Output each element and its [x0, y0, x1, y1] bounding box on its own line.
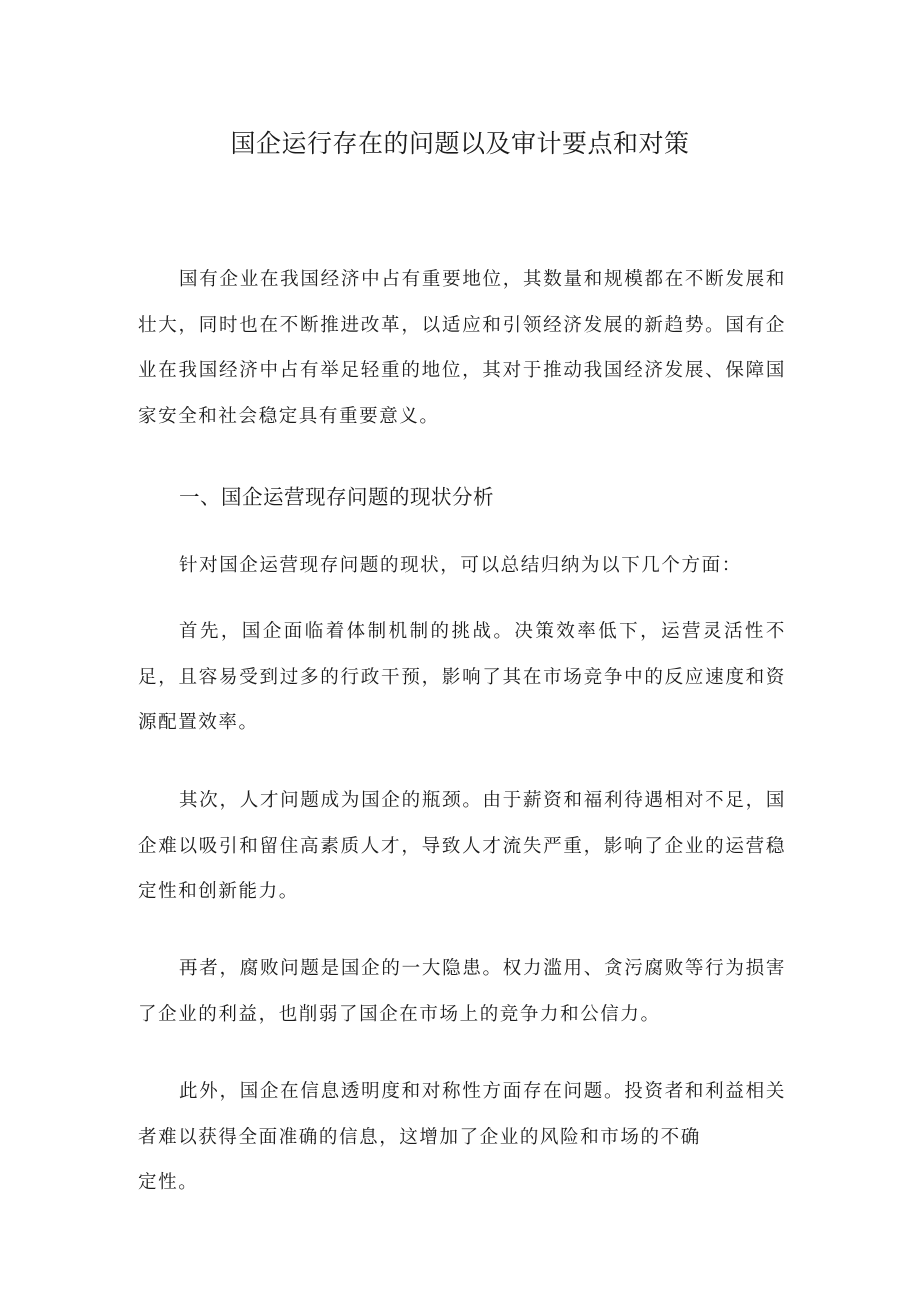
- section-lead-paragraph: 针对国企运营现存问题的现状，可以总结归纳为以下几个方面：: [179, 555, 742, 576]
- paragraph-fourth-main: 此外，国企在信息透明度和对称性方面存在问题。投资者和利益相关者难以获得全面准确的信息，这增加了企业的风险和市场的不确: [138, 1081, 786, 1148]
- paragraph-fourth: [138, 1069, 786, 1206]
- paragraph-fourth-tail: 定性。: [138, 1172, 199, 1193]
- intro-paragraph: 国有企业在我国经济中占有重要地位，其数量和规模都在不断发展和壮大，同时也在不断推进改革，以适应和引领经济发展的新趋势。国有企业在我国经济中占有举足轻重的地位，其对于推动我国经济发展、保障国家安全和社会稳定具有重要意义。: [138, 269, 786, 427]
- section-heading: 一、国企运营现存问题的现状分析: [179, 485, 494, 509]
- paragraph-second: 其次，人才问题成为国企的瓶颈。由于薪资和福利待遇相对不足，国企难以吸引和留住高素质人才，导致人才流失严重，影响了企业的运营稳定性和创新能力。: [138, 790, 786, 902]
- paragraph-third: 再者，腐败问题是国企的一大隐患。权力滥用、贪污腐败等行为损害了企业的利益，也削弱了国企在市场上的竞争力和公信力。: [138, 958, 786, 1025]
- paragraph-first: 首先，国企面临着体制机制的挑战。决策效率低下，运营灵活性不足，且容易受到过多的行政干预，影响了其在市场竞争中的反应速度和资源配置效率。: [138, 621, 786, 733]
- document-title: 国企运行存在的问题以及审计要点和对策: [230, 129, 690, 158]
